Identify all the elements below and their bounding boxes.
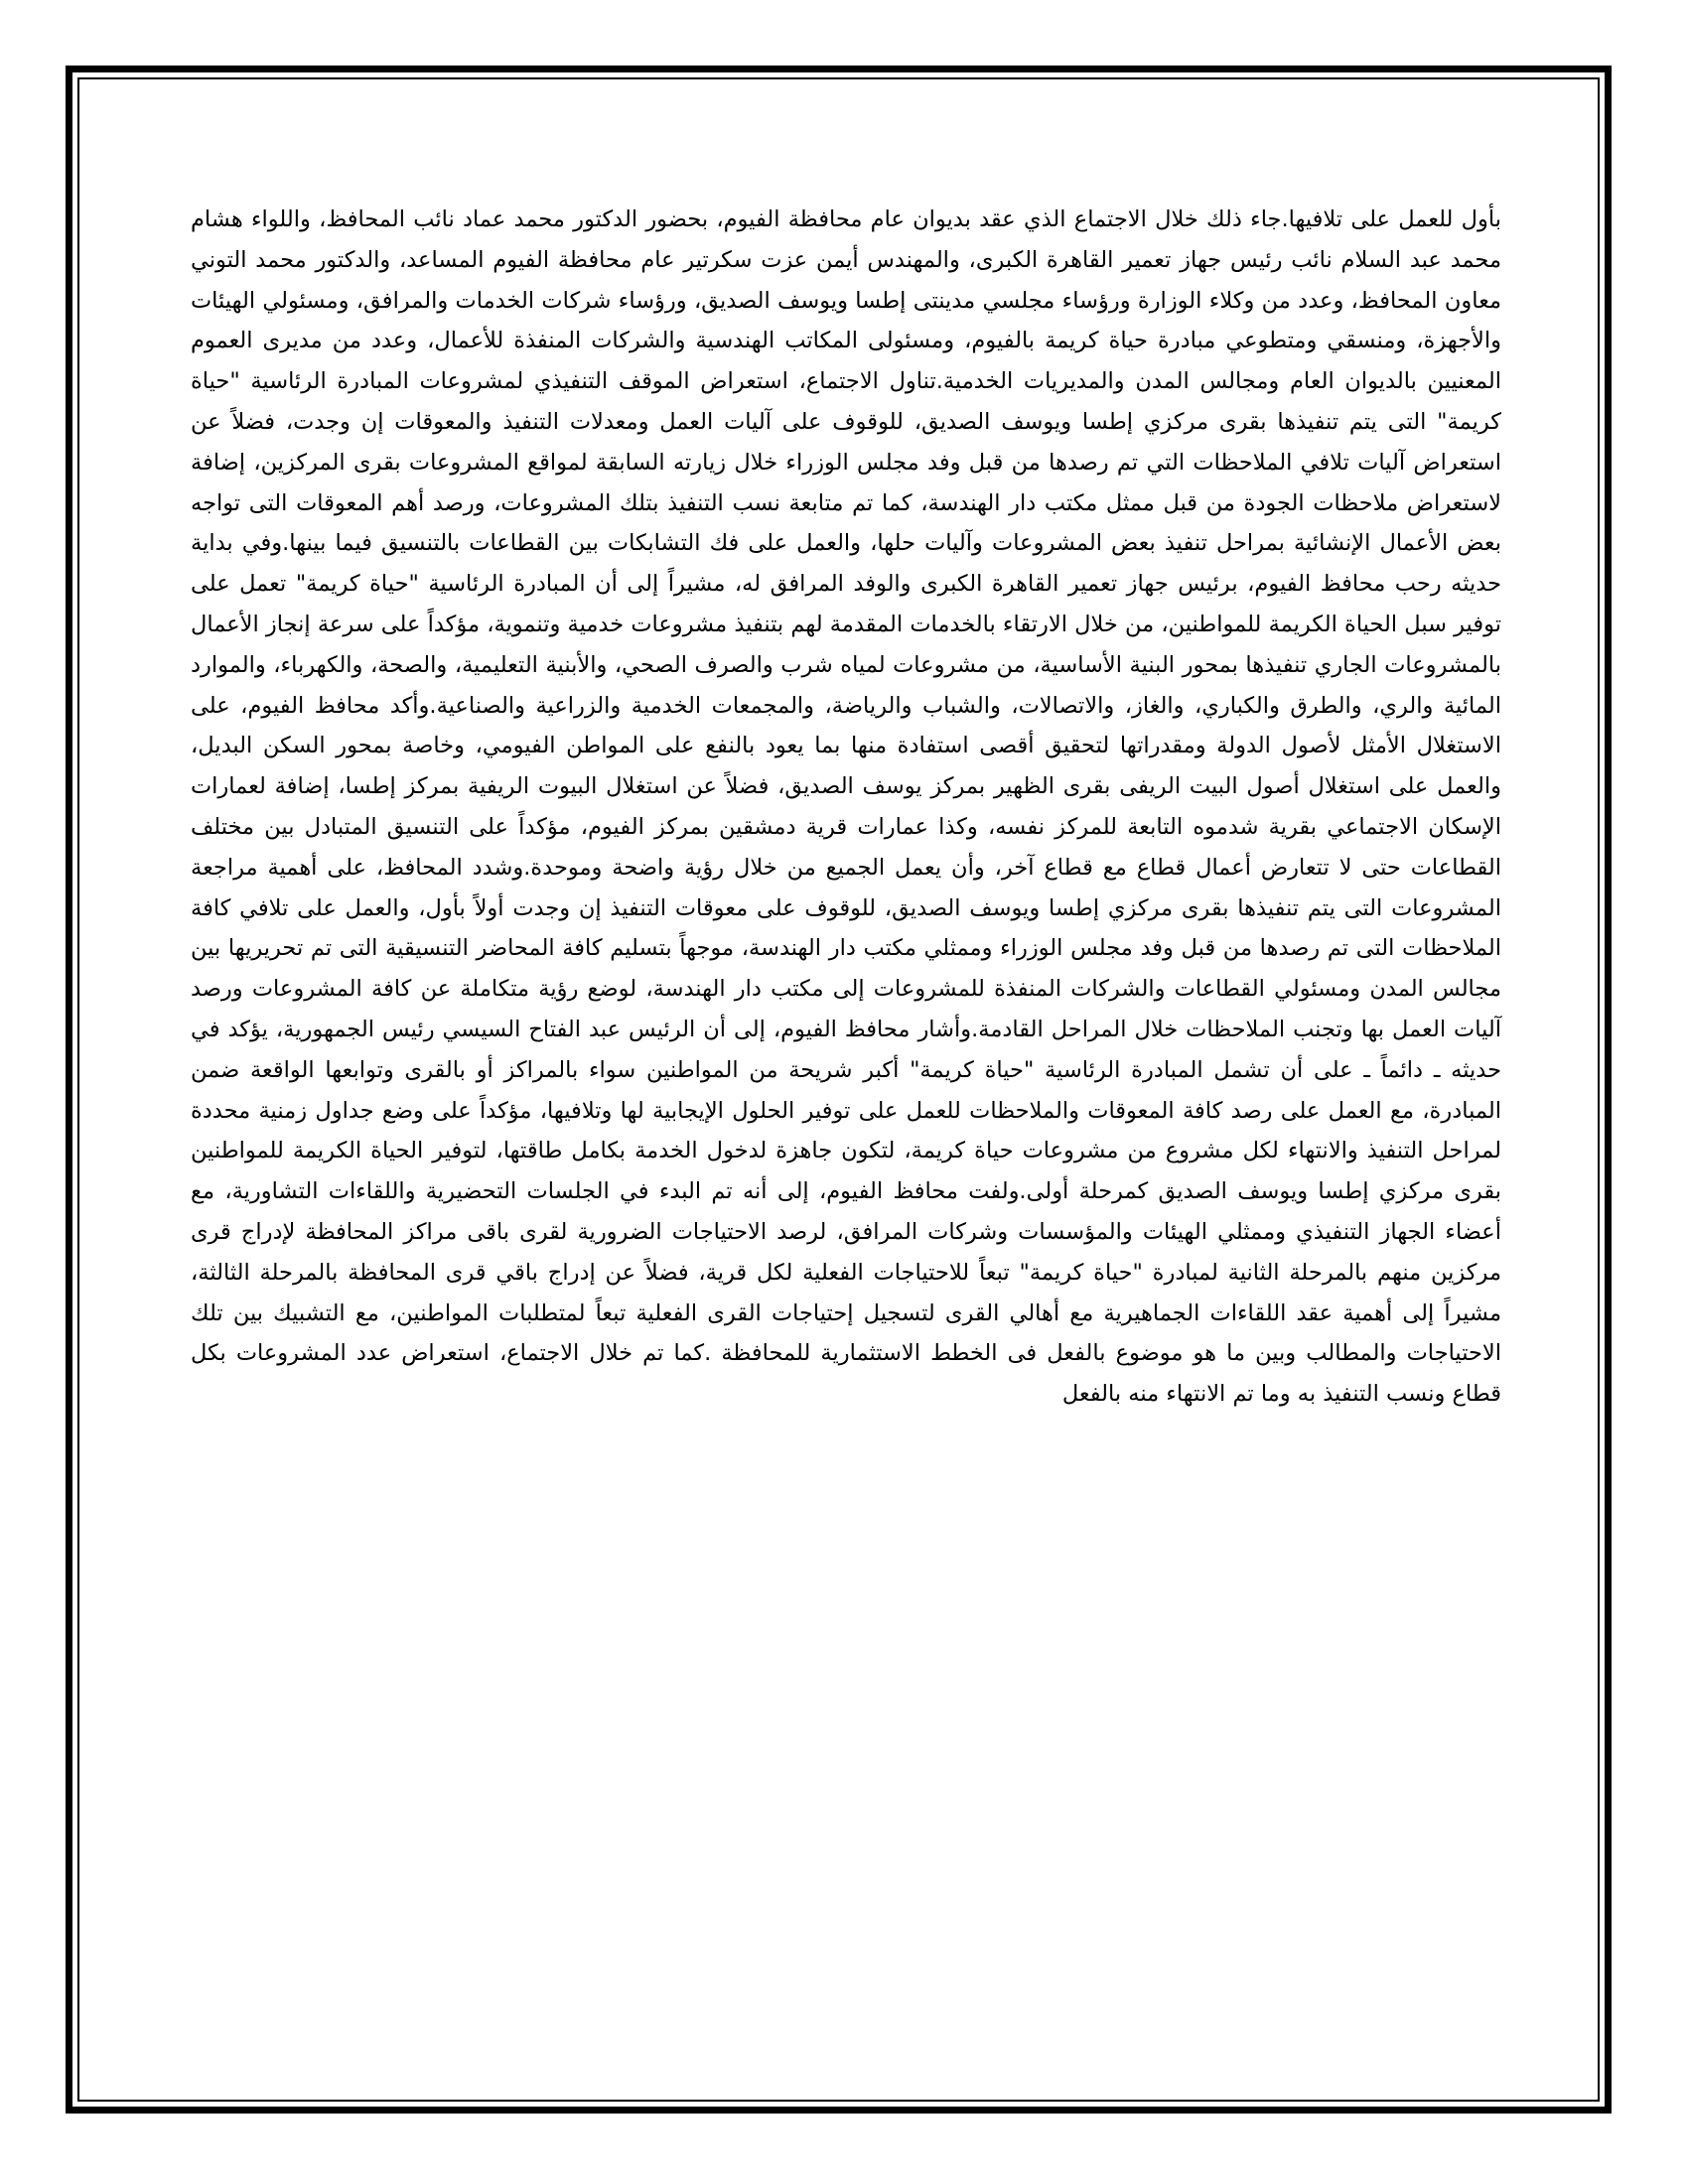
article-body-text: بأول للعمل على تلافيها.جاء ذلك خلال الاجتماع الذي عقد بديوان عام محافظة الفيوم، بحضور الدكتور محمد عماد نائب المحافظ، واللواء هشام محمد عبد السلام نائب رئيس جهاز تعمير القاهرة الكبرى، والمهندس أيمن عزت سكرتير عام محافظة الفيوم المساعد، والدكتور محمد التوني معاون المحافظ، وعدد من وكلاء الوزارة ورؤساء مجلسي مدينتى إطسا ويوسف الصديق، ورؤساء شركات الخدمات والمرافق، ومسئولي الهيئات والأجهزة، ومنسقي ومتطوعي مبادرة حياة كريمة بالفيوم، ومسئولى المكاتب الهندسية والشركات المنفذة للأعمال، وعدد من مديرى العموم المعنيين بالديوان العام ومجالس المدن والمديريات الخدمية.تناول الاجتماع، استعراض الموقف التنفيذي لمشروعات المبادرة الرئاسية "حياة كريمة" التى يتم تنفيذها بقرى مركزي إطسا ويوسف الصديق، للوقوف على آليات العمل ومعدلات التنفيذ والمعوقات إن وجدت، فضلاً عن استعراض آليات تلافي الملاحظات التي تم رصدها من قبل وفد مجلس الوزراء خلال زيارته السابقة لمواقع المشروعات بقرى المركزين، إضافة لاستعراض ملاحظات الجودة من قبل ممثل مكتب دار الهندسة، كما تم متابعة نسب التنفيذ بتلك المشروعات، ورصد أهم المعوقات التى تواجه بعض الأعمال الإنشائية بمراحل تنفيذ بعض المشروعات وآليات حلها، والعمل على فك التشابكات بين القطاعات بالتنسيق فيما بينها.وفي بداية حديثه رحب محافظ الفيوم، برئيس جهاز تعمير القاهرة الكبرى والوفد المرافق له، مشيراً إلى أن المبادرة الرئاسية "حياة كريمة" تعمل على توفير سبل الحياة الكريمة للمواطنين، من خلال الارتقاء بالخدمات المقدمة لهم بتنفيذ مشروعات خدمية وتنموية، مؤكداً على سرعة إنجاز الأعمال بالمشروعات الجاري تنفيذها بمحور البنية الأساسية، من مشروعات لمياه شرب والصرف الصحي، والأبنية التعليمية، والصحة، والكهرباء، والموارد المائية والري، والطرق والكباري، والغاز، والاتصالات، والشباب والرياضة، والمجمعات الخدمية والزراعية والصناعية.وأكد محافظ الفيوم، على الاستغلال الأمثل لأصول الدولة ومقدراتها لتحقيق أقصى استفادة منها بما يعود بالنفع على المواطن الفيومي، وخاصة بمحور السكن البديل، والعمل على استغلال أصول البيت الريفى بقرى الظهير بمركز يوسف الصديق، فضلاً عن استغلال البيوت الريفية بمركز إطسا، إضافة لعمارات الإسكان الاجتماعي بقرية شدموه التابعة للمركز نفسه، وكذا عمارات قرية دمشقين بمركز الفيوم، مؤكداً على التنسيق المتبادل بين مختلف القطاعات حتى لا تتعارض أعمال قطاع مع قطاع آخر، وأن يعمل الجميع من خلال رؤية واضحة وموحدة.وشدد المحافظ، على أهمية مراجعة المشروعات التى يتم تنفيذها بقرى مركزي إطسا ويوسف الصديق، للوقوف على معوقات التنفيذ إن وجدت أولاً بأول، والعمل على تلافي كافة الملاحظات التى تم رصدها من قبل وفد مجلس الوزراء وممثلي مكتب دار الهندسة، موجهاً بتسليم كافة المحاضر التنسيقية التى تم تحريريها بين مجالس المدن ومسئولي القطاعات والشركات المنفذة للمشروعات إلى مكتب دار الهندسة، لوضع رؤية متكاملة عن كافة المشروعات ورصد آليات العمل بها وتجنب الملاحظات خلال المراحل القادمة.وأشار محافظ الفيوم، إلى أن الرئيس عبد الفتاح السيسي رئيس الجمهورية، يؤكد في حديثه ـ دائماً ـ على أن تشمل المبادرة الرئاسية "حياة كريمة" أكبر شريحة من المواطنين سواء بالمراكز أو بالقرى وتوابعها الواقعة ضمن المبادرة، مع العمل على رصد كافة المعوقات والملاحظات للعمل على توفير الحلول الإيجابية لها وتلافيها، مؤكداً على وضع جداول زمنية محددة لمراحل التنفيذ والانتهاء لكل مشروع من مشروعات حياة كريمة، لتكون جاهزة لدخول الخدمة بكامل طاقتها، لتوفير الحياة الكريمة للمواطنين بقرى مركزي إطسا ويوسف الصديق كمرحلة أولى.ولفت محافظ الفيوم، إلى أنه تم البدء في الجلسات التحضيرية واللقاءات التشاورية، مع أعضاء الجهاز التنفيذي وممثلي الهيئات والمؤسسات وشركات المرافق، لرصد الاحتياجات الضرورية لقرى باقى مراكز المحافظة لإدراج قرى مركزين منهم بالمرحلة الثانية لمبادرة "حياة كريمة" تبعاً للاحتياجات الفعلية لكل قرية، فضلاً عن إدراج باقي قرى المحافظة بالمرحلة الثالثة، مشيراً إلى أهمية عقد اللقاءات الجماهيرية مع أهالي القرى لتسجيل إحتياجات القرى الفعلية تبعاً لمتطلبات المواطنين، مع التشبيك بين تلك الاحتياجات والمطالب وبين ما هو موضوع بالفعل فى الخطط الاستثمارية للمحافظة .كما تم خلال الاجتماع، استعراض عدد المشروعات بكل قطاع ونسب التنفيذ به وما تم الانتهاء منه بالفعل bbox=[191, 206, 1501, 1408]
